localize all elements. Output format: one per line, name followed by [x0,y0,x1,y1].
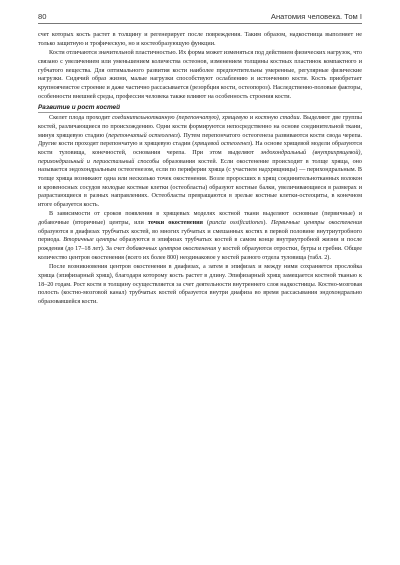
section-heading: Развитие и рост костей [38,104,362,113]
paragraph-bone-growth: После возникновения центров окостенения в диафизах, а затем в эпифизах и между ними сохраняется прослойка хряща (эпифизарный хрящ), благодаря которому кость растет в длину. Эпифизарный хрящ замещается костной тканью к 18–20 годам. Рост кости в толщину осуществляется за счет деятельности внутреннего слоя надкостницы. Костно-мозговая полость (костно-мозговой канал) трубчатых костей образуется внутри диафиза во время рассасывания эндохондрально образовавшейся кости. [38,264,362,306]
page-body [38,31,362,307]
running-title: Анатомия человека. Том I [270,12,362,21]
paragraph-ossification-points: В зависимости от сроков появления в хрящевых моделях костной ткани выделяют основные (первичные) и добавочные (вторичные) центры, или точки окостенения (puncta ossificationes). Первичные центры окостенения образуются в диафизах трубчатых костей, во многих губчатых и смешанных костях в первой половине внутриутробного периода. Вторичные центры образуются в эпифизах трубчатых костей в самом конце внутриутробной жизни и после рождения (до 17–18 лет). За счет добавочных центров окостенения у костей образуются отростки, бугры и гребни. Общее количество центров окостенения (всего их более 800) неодинаковое у костей разного отдела туловища (табл. 2). [38,211,363,261]
paragraph-skeleton-stages: Скелет плода проходит соединительнотканную (перепончатую), хрящевую и костную стадии. Выделяют две группы костей, различающиеся по происхождению. Одни кости формируются непосредственно на основе соединительной ткани, минуя хрящевую стадию (перепончатый остеогенез). Путем перепончатого остеогенеза развиваются кости свода черепа. Другие кости проходят перепончатую и хрящевую стадии (хрящевой остеогенез). На основе хрящевой модели образуются кости туловища, конечностей, основания черепа. При этом выделяют эндохондральный (внутрихрящевой), перихондральный и периостальный способы образования костей. Если окостенение происходит в толще хряща, оно называется эндохондральным остеогенезом, если по периферии хряща (с участием надхрящницы) — перихондральным. В толще хряща возникают одна или несколько точек окостенения. Возле проросших в хрящ соединительнотканных волокон и кровеносных сосудов молодые костные клетки (остеобласты) образуют костные балки, увеличивающиеся в размерах и разрастающиеся в разных направлениях. Остеобласты превращаются в зрелые костные клетки-остеоциты, в конечном итоге образуется кость. [38,115,363,208]
page-number: 80 [38,12,47,21]
paragraph-bone-plasticity: Кости отличаются значительной пластичностью. Их форма может изменяться под действием физических нагрузок, что связано с увеличением или уменьшением количества остеонов, изменением толщины костных пластинок компактного и губчатого вещества. Для оптимального развития кости наиболее предпочтительны умеренные, регулярные физические нагрузки. Сидячий образ жизни, малые нагрузки способствуют ослаблению и истончению кости. Кость приобретает крупноячеистое строение и даже частично рассасывается (резорбция кости, остеопороз). Наследственно-половые факторы, особенности внешней среды, профессия человека также влияют на особенность строения кости. [38,50,362,100]
running-header [38,12,362,24]
paragraph-continuation: счет которых кость растет в толщину и регенерирует после повреждения. Таким образом, надкостница выполняет не только защитную и трофическую, но и костеобразующую функции. [38,32,362,47]
